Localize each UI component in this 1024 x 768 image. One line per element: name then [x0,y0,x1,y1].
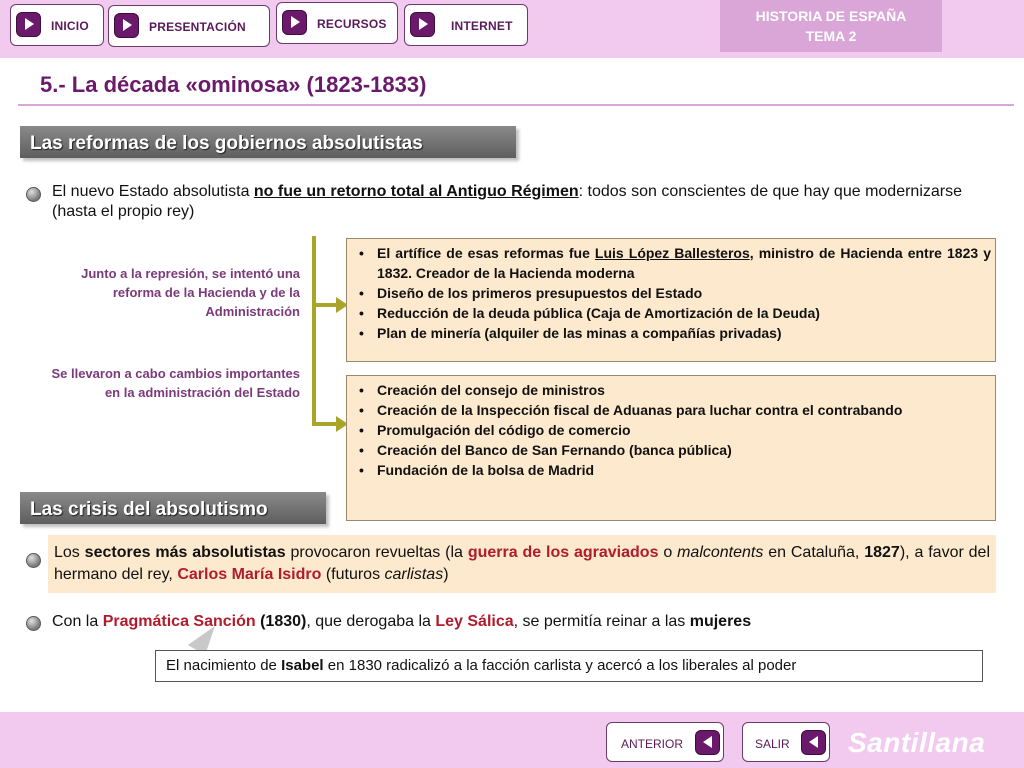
connector-bracket [312,236,316,426]
text-italic: carlistas [384,566,444,583]
course-title-line2: TEMA 2 [805,28,857,44]
nav-presentacion-label: PRESENTACIÓN [149,20,246,34]
nav-presentacion-button[interactable] [108,5,270,47]
text-span: o [658,544,678,561]
text-span: Con la [52,613,103,630]
brand-logo: Santillana [848,727,986,758]
nav-internet-button[interactable] [404,4,528,46]
play-arrow-icon [282,10,307,35]
list-item: • Plan de minería (alquiler de las minas a compañías privadas) [353,323,991,343]
play-arrow-icon [114,13,139,38]
bullet-icon [26,616,41,631]
connector-line-bottom [316,422,338,426]
text-span: (futuros [321,566,385,583]
reformas-administracion-box [346,375,996,521]
list-item: • Fundación de la bolsa de Madrid [353,460,991,480]
page-title: 5.- La década «ominosa» (1823-1833) [40,72,427,97]
play-arrow-icon [410,12,435,37]
back-arrow-icon [695,730,720,755]
list-item: • Creación del consejo de ministros [353,380,991,400]
list-item: • Promulgación del código de comercio [353,420,991,440]
revueltas-paragraph [48,535,996,593]
text-span: , que derogaba la [306,613,436,630]
anterior-label: ANTERIOR [621,737,684,751]
text-span: Los [54,544,85,561]
salir-label: SALIR [755,737,790,751]
intro-text-pre: El nuevo Estado absolutista [52,183,254,200]
text-span: ) [443,566,449,583]
text-span: en Cataluña, [763,544,865,561]
text-bold: sectores más absolutistas [84,544,286,561]
text-bold: Isabel [281,657,324,674]
nav-recursos-button[interactable] [276,2,398,44]
text-span: provocaron revueltas (la [285,544,468,561]
text-bold: (1830) [255,613,307,630]
list-item: • Creación de la Inspección fiscal de Aduanas para luchar contra el contrabando [353,400,991,420]
text-highlight: guerra de los agraviados [467,544,659,561]
bullet-icon [26,553,41,568]
list-item: • Diseño de los primeros presupuestos del Estado [353,283,991,303]
bullet-icon [26,187,41,202]
side-note-administracion: Se llevaron a cabo cambios importantes en la administración del Estado [51,366,300,400]
item-text-post: , ministro de Hacienda entre 1823 y 1832. Creador de la Hacienda moderna [377,245,992,281]
nav-inicio-label: INICIO [51,19,89,33]
side-note-hacienda: Junto a la represión, se intentó una reforma de la Hacienda y de la Administración [81,266,300,319]
pragmatica-paragraph [52,612,996,632]
list-item: • Creación del Banco de San Fernando (banca pública) [353,440,991,460]
nav-recursos-label: RECURSOS [317,17,387,31]
course-title-box [720,0,942,52]
intro-paragraph [52,182,996,222]
item-text-pre: El artífice de esas reformas fue [377,245,595,261]
course-title-line1: HISTORIA DE ESPAÑA [755,8,907,24]
section-title-reformas: Las reformas de los gobiernos absolutistas [20,126,516,158]
play-arrow-icon [16,12,41,37]
title-divider [18,104,1014,106]
connector-line-top [316,303,338,307]
anterior-button[interactable] [606,722,724,762]
text-bold: 1827 [864,544,900,561]
text-highlight: Carlos María Isidro [177,566,322,583]
intro-text-underlined: no fue un retorno total al Antiguo Régimen [253,183,579,200]
section-title-crisis: Las crisis del absolutismo [20,492,326,524]
nav-inicio-button[interactable] [10,4,104,46]
text-span: en 1830 radicalizó a la facción carlista y acercó a los liberales al poder [323,657,797,674]
back-arrow-icon [801,730,826,755]
reformas-hacienda-box [346,238,996,362]
item-text-name: Luis López Ballesteros [594,245,750,261]
salir-button[interactable] [742,722,830,762]
text-span: , se permitía reinar a las [513,613,690,630]
text-highlight: Ley Sálica [435,613,514,630]
isabel-note [155,650,983,682]
intro-text-post: : todos son conscientes de que hay que modernizarse (hasta el propio rey) [52,183,962,220]
nav-internet-label: INTERNET [451,19,513,33]
list-item: • Reducción de la deuda pública (Caja de Amortización de la Deuda) [353,303,991,323]
text-bold: mujeres [689,613,752,630]
text-span: ), a favor del hermano del rey, [54,544,991,583]
text-highlight: Pragmática Sanción [102,613,256,630]
text-italic: malcontents [677,544,764,561]
list-item [353,243,991,283]
text-span: El nacimiento de [166,657,282,674]
